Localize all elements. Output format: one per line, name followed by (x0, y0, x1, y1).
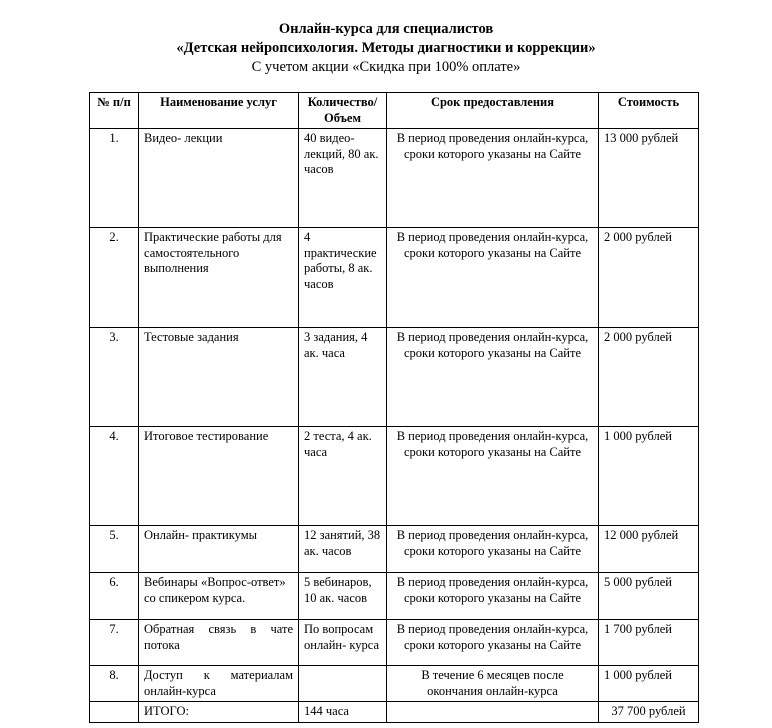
quantity-cell: По вопросам онлайн- курса (299, 620, 387, 666)
table-row (90, 129, 699, 228)
cost-cell: 1 700 рублей (599, 620, 699, 666)
service-name-cell: Практические работы для самостоятельного выполнения (139, 228, 299, 328)
cost-cell: 13 000 рублей (599, 129, 699, 228)
term-cell: В период проведения онлайн-курса, сроки которого указаны на Сайте (387, 328, 599, 427)
total-qty-cell: 144 часа (299, 702, 387, 723)
row-num-cell: 1. (90, 129, 139, 228)
row-num-cell: 8. (90, 666, 139, 702)
quantity-cell (299, 666, 387, 702)
service-name-cell: Вебинары «Вопрос-ответ» со спикером курса. (139, 573, 299, 620)
course-name-title: «Детская нейропсихология. Методы диагностики и коррекции» (176, 40, 596, 56)
total-label-cell: ИТОГО: (139, 702, 299, 723)
row-num-cell: 4. (90, 427, 139, 526)
row-num-cell: 7. (90, 620, 139, 666)
table-row (90, 427, 699, 526)
service-name-cell: Онлайн- практикумы (139, 526, 299, 573)
promo-subtitle: С учетом акции «Скидка при 100% оплате» (251, 59, 521, 75)
table-row (90, 526, 699, 573)
document-header (0, 20, 772, 77)
cost-cell: 2 000 рублей (599, 228, 699, 328)
service-name-cell: Доступ к материалам онлайн-курса (139, 666, 299, 702)
quantity-cell: 12 занятий, 38 ак. часов (299, 526, 387, 573)
term-cell: В период проведения онлайн-курса, сроки которого указаны на Сайте (387, 427, 599, 526)
total-cost-cell: 37 700 рублей (599, 702, 699, 723)
cost-cell: 5 000 рублей (599, 573, 699, 620)
total-row (90, 702, 699, 723)
service-name-cell: Итоговое тестирование (139, 427, 299, 526)
term-cell: В период проведения онлайн-курса, сроки которого указаны на Сайте (387, 526, 599, 573)
quantity-cell: 40 видео-лекций, 80 ак. часов (299, 129, 387, 228)
cost-cell: 2 000 рублей (599, 328, 699, 427)
row-num-cell: 5. (90, 526, 139, 573)
term-cell: В период проведения онлайн-курса, сроки которого указаны на Сайте (387, 228, 599, 328)
term-cell: В течение 6 месяцев после окончания онлайн-курса (387, 666, 599, 702)
cost-cell: 1 000 рублей (599, 666, 699, 702)
quantity-cell: 2 теста, 4 ак. часа (299, 427, 387, 526)
column-header-cost: Стоимость (599, 93, 699, 129)
term-cell: В период проведения онлайн-курса, сроки которого указаны на Сайте (387, 129, 599, 228)
column-header-name: Наименование услуг (139, 93, 299, 129)
row-num-cell: 2. (90, 228, 139, 328)
column-header-qty: Количество/ Объем (299, 93, 387, 129)
service-name-cell: Обратная связь в чате потока (139, 620, 299, 666)
service-name-cell: Тестовые задания (139, 328, 299, 427)
term-cell: В период проведения онлайн-курса, сроки которого указаны на Сайте (387, 620, 599, 666)
course-type-title: Онлайн-курса для специалистов (278, 21, 494, 37)
column-header-num: № п/п (90, 93, 139, 129)
table-row (90, 573, 699, 620)
table-row (90, 666, 699, 702)
total-empty-term-cell (387, 702, 599, 723)
table-row (90, 620, 699, 666)
term-cell: В период проведения онлайн-курса, сроки которого указаны на Сайте (387, 573, 599, 620)
cost-cell: 12 000 рублей (599, 526, 699, 573)
services-table (89, 92, 699, 723)
table-header-row (90, 93, 699, 129)
table-row (90, 228, 699, 328)
cost-cell: 1 000 рублей (599, 427, 699, 526)
quantity-cell: 5 вебинаров, 10 ак. часов (299, 573, 387, 620)
service-name-cell: Видео- лекции (139, 129, 299, 228)
row-num-cell: 3. (90, 328, 139, 427)
row-num-cell: 6. (90, 573, 139, 620)
quantity-cell: 4 практические работы, 8 ак. часов (299, 228, 387, 328)
table-row (90, 328, 699, 427)
quantity-cell: 3 задания, 4 ак. часа (299, 328, 387, 427)
total-empty-cell (90, 702, 139, 723)
column-header-term: Срок предоставления (387, 93, 599, 129)
